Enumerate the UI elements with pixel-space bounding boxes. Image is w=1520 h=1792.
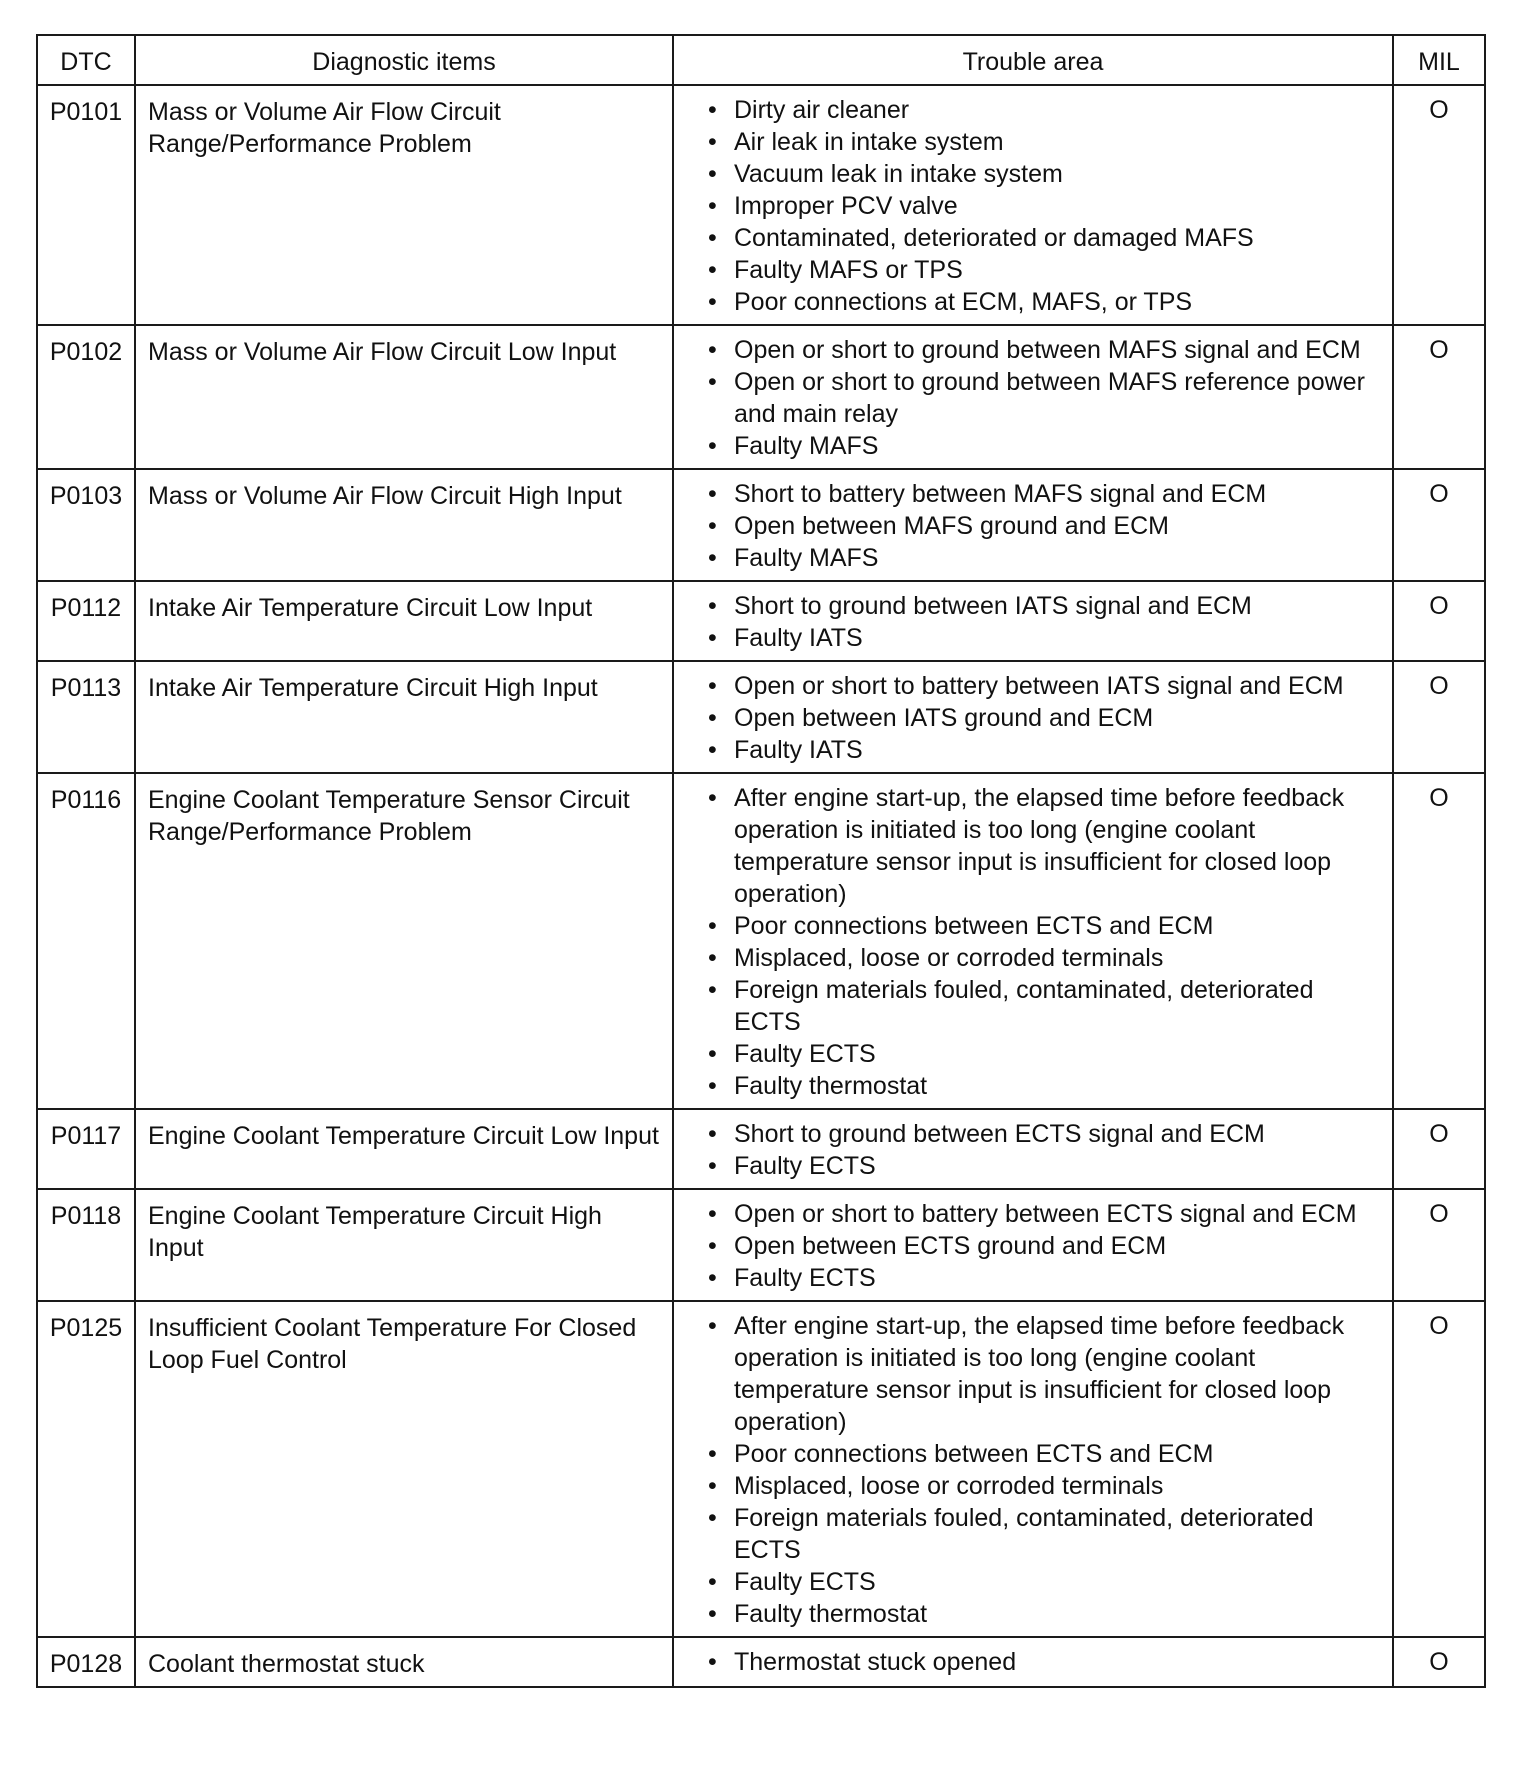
mil-indicator-cell: O [1393,469,1485,581]
diagnostic-item-cell: Mass or Volume Air Flow Circuit Low Input [135,325,673,469]
trouble-area-cell [673,581,1393,661]
dtc-code-cell: P0101 [37,85,135,325]
trouble-area-item: • After engine start-up, the elapsed time before feedback operation is initiated is too long (engine coolant temperature sensor input is insufficient for closed loop operation) [704,782,1382,910]
dtc-code-cell: P0116 [37,773,135,1109]
trouble-area-item: • Faulty ECTS [704,1566,1382,1598]
trouble-area-item: • Foreign materials fouled, contaminated, deteriorated ECTS [704,1502,1382,1566]
diagnostic-item-cell: Intake Air Temperature Circuit Low Input [135,581,673,661]
mil-indicator-cell: O [1393,85,1485,325]
table-row [37,1637,1485,1687]
trouble-area-item: • Faulty ECTS [704,1150,1382,1182]
trouble-area-item: • After engine start-up, the elapsed time before feedback operation is initiated is too long (engine coolant temperature sensor input is insufficient for closed loop operation) [704,1310,1382,1438]
trouble-area-list [704,590,1382,654]
diagnostic-item-cell: Coolant thermostat stuck [135,1637,673,1687]
table-row [37,773,1485,1109]
trouble-area-item: • Short to ground between IATS signal and ECM [704,590,1382,622]
dtc-code-cell: P0117 [37,1109,135,1189]
table-row [37,1189,1485,1301]
table-body [37,85,1485,1687]
dtc-code-cell: P0103 [37,469,135,581]
trouble-area-item: • Faulty MAFS [704,542,1382,574]
trouble-area-item: • Misplaced, loose or corroded terminals [704,942,1382,974]
trouble-area-item: • Vacuum leak in intake system [704,158,1382,190]
trouble-area-item: • Open between IATS ground and ECM [704,702,1382,734]
trouble-area-item: • Open or short to ground between MAFS signal and ECM [704,334,1382,366]
trouble-area-list [704,1198,1382,1294]
trouble-area-list [704,782,1382,1102]
trouble-area-list [704,670,1382,766]
header-mil: MIL [1393,35,1485,85]
trouble-area-cell [673,661,1393,773]
diagnostic-item-cell: Mass or Volume Air Flow Circuit Range/Performance Problem [135,85,673,325]
trouble-area-item: • Poor connections between ECTS and ECM [704,910,1382,942]
trouble-area-item: • Poor connections at ECM, MAFS, or TPS [704,286,1382,318]
dtc-code-cell: P0125 [37,1301,135,1637]
trouble-area-list [704,94,1382,318]
trouble-area-cell [673,469,1393,581]
table-row [37,1109,1485,1189]
diagnostic-item-cell: Insufficient Coolant Temperature For Closed Loop Fuel Control [135,1301,673,1637]
mil-indicator-cell: O [1393,325,1485,469]
trouble-area-item: • Faulty MAFS or TPS [704,254,1382,286]
trouble-area-cell [673,325,1393,469]
trouble-area-list [704,1118,1382,1182]
trouble-area-item: • Open or short to ground between MAFS reference power and main relay [704,366,1382,430]
header-dtc: DTC [37,35,135,85]
trouble-area-item: • Short to battery between MAFS signal and ECM [704,478,1382,510]
trouble-area-item: • Dirty air cleaner [704,94,1382,126]
trouble-area-item: • Thermostat stuck opened [704,1646,1382,1678]
trouble-area-item: • Open or short to battery between IATS signal and ECM [704,670,1382,702]
trouble-area-item: • Open or short to battery between ECTS signal and ECM [704,1198,1382,1230]
trouble-area-item: • Open between MAFS ground and ECM [704,510,1382,542]
trouble-area-list [704,1310,1382,1630]
mil-indicator-cell: O [1393,1109,1485,1189]
trouble-area-item: • Faulty IATS [704,734,1382,766]
trouble-area-cell [673,1189,1393,1301]
dtc-code-cell: P0102 [37,325,135,469]
trouble-area-cell [673,773,1393,1109]
table-row [37,661,1485,773]
diagnostic-item-cell: Mass or Volume Air Flow Circuit High Input [135,469,673,581]
table-row [37,85,1485,325]
trouble-area-item: • Faulty MAFS [704,430,1382,462]
trouble-area-item: • Air leak in intake system [704,126,1382,158]
trouble-area-item: • Faulty thermostat [704,1070,1382,1102]
trouble-area-cell [673,1301,1393,1637]
mil-indicator-cell: O [1393,773,1485,1109]
table-row [37,581,1485,661]
mil-indicator-cell: O [1393,1189,1485,1301]
table-row [37,325,1485,469]
trouble-area-cell [673,1109,1393,1189]
diagnostic-item-cell: Engine Coolant Temperature Circuit Low Input [135,1109,673,1189]
dtc-code-cell: P0118 [37,1189,135,1301]
document-page [36,34,1484,1688]
diagnostic-item-cell: Engine Coolant Temperature Sensor Circuit Range/Performance Problem [135,773,673,1109]
table-row [37,1301,1485,1637]
dtc-table [36,34,1486,1688]
trouble-area-list [704,1646,1382,1678]
mil-indicator-cell: O [1393,1637,1485,1687]
trouble-area-cell [673,85,1393,325]
mil-indicator-cell: O [1393,581,1485,661]
trouble-area-item: • Misplaced, loose or corroded terminals [704,1470,1382,1502]
mil-indicator-cell: O [1393,1301,1485,1637]
trouble-area-item: • Improper PCV valve [704,190,1382,222]
trouble-area-item: • Faulty ECTS [704,1262,1382,1294]
trouble-area-cell [673,1637,1393,1687]
trouble-area-list [704,334,1382,462]
dtc-code-cell: P0113 [37,661,135,773]
dtc-code-cell: P0112 [37,581,135,661]
trouble-area-item: • Short to ground between ECTS signal and ECM [704,1118,1382,1150]
trouble-area-item: • Contaminated, deteriorated or damaged MAFS [704,222,1382,254]
trouble-area-item: • Faulty ECTS [704,1038,1382,1070]
dtc-code-cell: P0128 [37,1637,135,1687]
diagnostic-item-cell: Intake Air Temperature Circuit High Input [135,661,673,773]
trouble-area-item: • Open between ECTS ground and ECM [704,1230,1382,1262]
trouble-area-item: • Poor connections between ECTS and ECM [704,1438,1382,1470]
trouble-area-item: • Foreign materials fouled, contaminated, deteriorated ECTS [704,974,1382,1038]
header-row [37,35,1485,85]
header-diagnostic-items: Diagnostic items [135,35,673,85]
table-row [37,469,1485,581]
trouble-area-item: • Faulty IATS [704,622,1382,654]
header-trouble-area: Trouble area [673,35,1393,85]
diagnostic-item-cell: Engine Coolant Temperature Circuit High Input [135,1189,673,1301]
mil-indicator-cell: O [1393,661,1485,773]
trouble-area-list [704,478,1382,574]
trouble-area-item: • Faulty thermostat [704,1598,1382,1630]
